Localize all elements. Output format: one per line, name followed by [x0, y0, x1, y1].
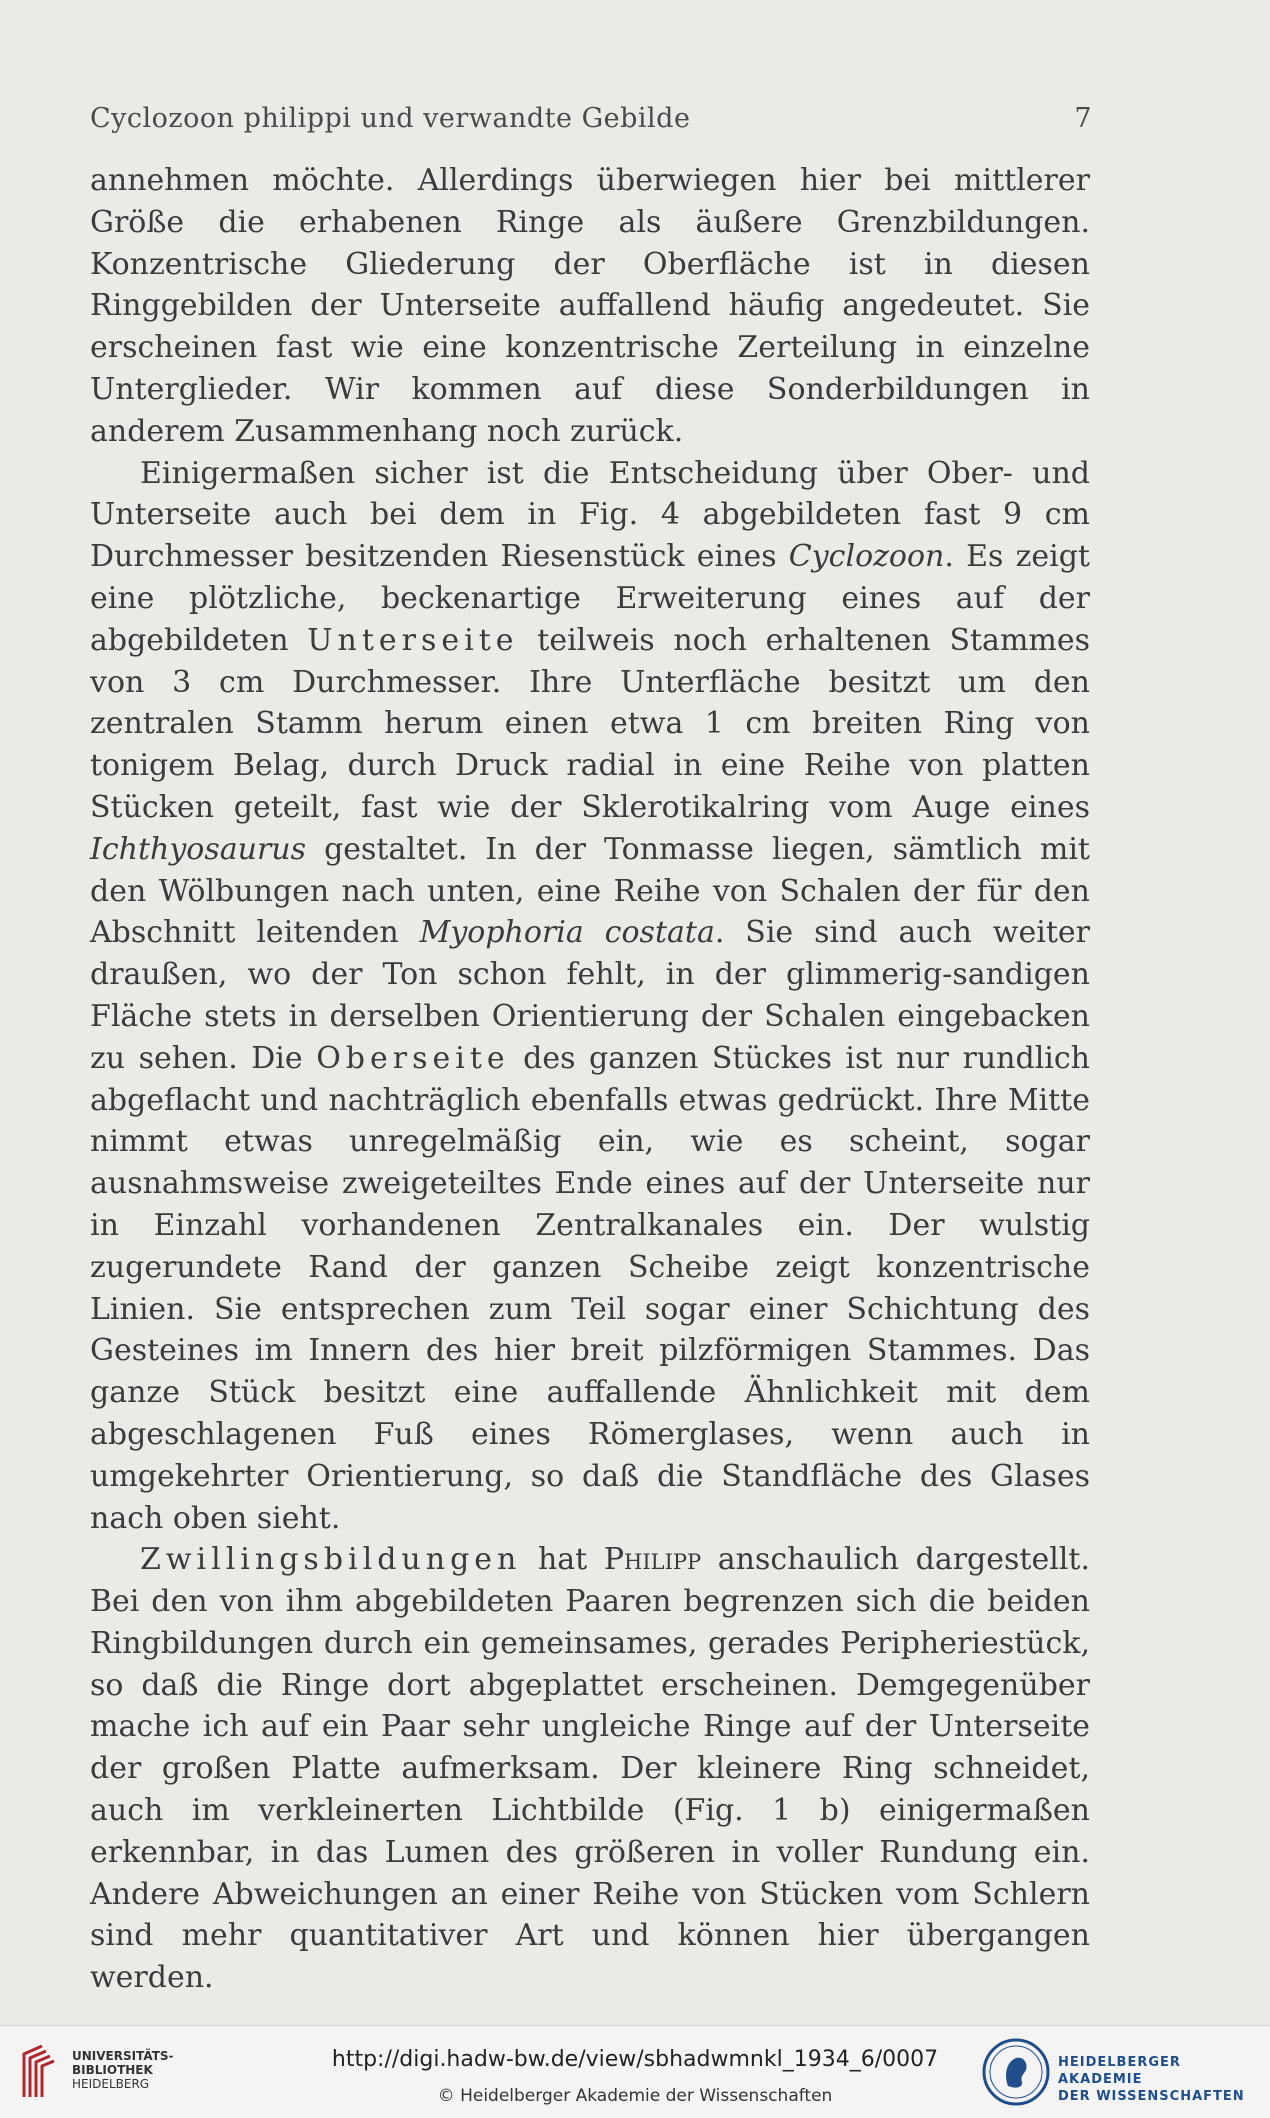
author-name: Philipp	[603, 1542, 702, 1578]
text-run: des ganzen Stückes ist nur rundlich abgeflacht und nachträglich ebenfalls etwas gedrückt. Ihre Mitte nimmt etwas unregelmäßig ein, wie es scheint, sogar ausnahmsweise zweigeteiltes Ende eines auf der Unterseite nur in Einzahl vorhandenen Zentralkanales ein. Der wulstig zugerundete Rand der ganzen Scheibe zeigt konzentrische Linien. Sie entsprechen zum Teil sogar einer Schichtung des Gesteines im Innern des hier breit pilzförmigen Stammes. Das ganze Stück besitzt eine auffallende Ähnlichkeit mit dem abgeschlagenen Fuß eines Römerglases, wenn auch in umgekehrter Orientierung, so daß die Standfläche des Glases nach oben sieht.	[90, 1040, 1091, 1536]
paragraph	[90, 1539, 1090, 1999]
text-run: . Sie sind auch weiter draußen, wo der Ton schon fehlt, in der glimmerig-sandigen Fläche stets in derselben Orientierung der Schalen eingebacken zu sehen. Die	[90, 915, 1090, 1076]
body-text	[90, 160, 1090, 1999]
spaced-emphasis: Zwillingsbildungen	[140, 1542, 522, 1578]
italic-term: Ichthyosaurus	[90, 831, 307, 867]
spaced-emphasis: Oberseite	[316, 1040, 510, 1076]
page-number: 7	[1074, 103, 1092, 134]
ub-line-3: HEIDELBERG	[72, 2077, 150, 2091]
academy-seal-icon	[980, 2036, 1052, 2108]
italic-term: Cyclozoon	[788, 539, 945, 575]
academy-line-1: HEIDELBERGER AKADEMIE	[1058, 2055, 1181, 2087]
spaced-emphasis: Unterseite	[307, 622, 519, 658]
permalink-url[interactable]: http://digi.hadw-bw.de/view/sbhadwmnkl_1934_6/0007	[331, 2047, 939, 2072]
running-title: Cyclozoon philippi und verwandte Gebilde	[90, 103, 691, 134]
text-run: hat	[521, 1542, 604, 1578]
paragraph	[90, 453, 1090, 1540]
paragraph	[90, 160, 1090, 453]
text-run: Einigermaßen sicher ist die Entscheidung über Ober- und Unterseite auch bei dem in Fig. 4 abgebildeten fast 9 cm Durchmesser besitzenden Riesenstück eines	[90, 455, 1090, 575]
ub-line-1: UNIVERSITÄTS-	[72, 2049, 174, 2063]
academy-line-2: DER WISSENSCHAFTEN	[1058, 2089, 1245, 2104]
copyright-notice: © Heidelberger Akademie der Wissenschaften	[437, 2086, 833, 2106]
text-run: gestaltet. In der Tonmasse liegen, sämtlich mit den Wölbungen nach unten, eine Reihe von Schalen der für den Abschnitt leitenden	[90, 831, 1090, 951]
text-run: annehmen möchte. Allerdings überwiegen hier bei mittlerer Größe die erhabenen Ringe als äußere Grenzbildungen. Konzentrische Gliederung der Oberfläche ist in diesen Ringgebilden der Unterseite auffallend häufig angedeutet. Sie erscheinen fast wie eine konzentrische Zerteilung in einzelne Unterglieder. Wir kommen auf diese Sonderbildungen in anderem Zusammenhang noch zurück.	[90, 163, 1090, 449]
academy-name	[1058, 2054, 1270, 2105]
text-run: teilweis noch erhaltenen Stammes von 3 cm Durchmesser. Ihre Unterfläche besitzt um den zentralen Stamm herum einen etwa 1 cm breiten Ring von tonigem Belag, durch Druck radial in eine Reihe von platten Stücken geteilt, fast wie der Sklerotikalring vom Auge eines	[90, 622, 1090, 825]
text-run: . Es zeigt eine plötzliche, beckenartige Erweiterung eines auf der abgebildeten	[90, 539, 1090, 658]
viewer-footer	[0, 2025, 1270, 2118]
ub-line-2: BIBLIOTHEK	[72, 2063, 153, 2077]
italic-term: Myophoria costata	[419, 915, 715, 951]
text-run: anschaulich dargestellt. Bei den von ihm abgebildeten Paaren begrenzen sich die beiden Ringbildungen durch ein gemeinsames, gerades Peripheriestück, so daß die Ringe dort abgeplattet erscheinen. Demgegenüber mache ich auf ein Paar sehr ungleiche Ringe auf der Unterseite der großen Platte aufmerksam. Der kleinere Ring schneidet, auch im verkleinerten Lichtbilde (Fig. 1 b) einigermaßen erkennbar, in das Lumen des größeren in voller Rundung ein. Andere Abweichungen an einer Reihe von Stücken vom Schlern sind mehr quantitativer Art und können hier übergangen werden.	[90, 1542, 1090, 1996]
